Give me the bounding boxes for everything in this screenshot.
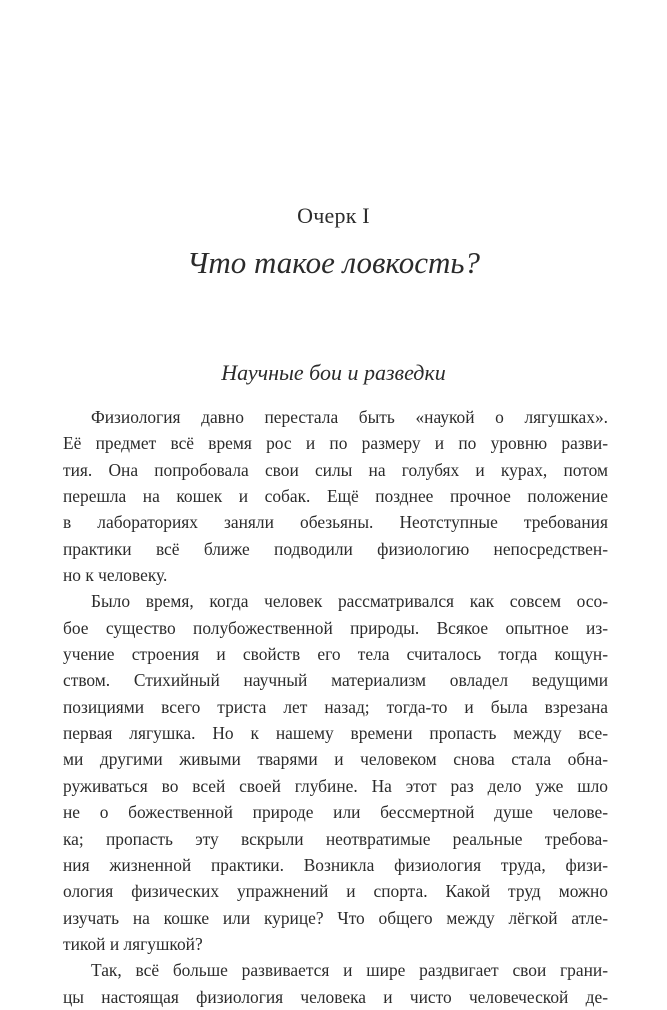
text-line: Её предмет всё время рос и по размеру и по уровню разви- bbox=[63, 433, 608, 454]
text-line: но к человеку. bbox=[63, 565, 168, 586]
chapter-title: Что такое ловкость? bbox=[186, 245, 481, 280]
text-line: ния жизненной практики. Возникла физиология труда, физи- bbox=[63, 854, 608, 875]
text-line: Было время, когда человек рассматривался как совсем осо- bbox=[91, 591, 608, 612]
text-line: ология физических упражнений и спорта. Какой труд можно bbox=[63, 881, 608, 902]
text-line: Физиология давно перестала быть «наукой о лягушках». bbox=[91, 407, 608, 427]
text-line: цы настоящая физиология человека и чисто человеческой де- bbox=[63, 986, 608, 1007]
body-text bbox=[63, 404, 608, 1010]
text-line: первая лягушка. Но к нашему времени пропасть между все- bbox=[63, 723, 608, 744]
text-line: тикой и лягушкой? bbox=[63, 933, 203, 954]
text-line: тия. Она попробовала свои силы на голубях и курах, потом bbox=[63, 459, 608, 480]
text-line: не о божественной природе или бессмертной душе челове- bbox=[63, 802, 608, 823]
section-title: Научные бои и разведки bbox=[221, 360, 446, 385]
text-line: перешла на кошек и собак. Ещё позднее прочное положение bbox=[63, 486, 608, 507]
text-line: руживаться во всей своей глубине. На этот раз дело уже шло bbox=[63, 775, 608, 796]
text-line: ством. Стихийный научный материализм овладел ведущими bbox=[63, 670, 608, 691]
text-line: изучать на кошке или курице? Что общего между лёгкой атле- bbox=[63, 907, 608, 928]
text-line: позициями всего триста лет назад; тогда-то и была взрезана bbox=[63, 696, 608, 717]
text-line: бое существо полубожественной природы. Всякое опытное из- bbox=[63, 617, 608, 638]
text-line: Так, всё больше развивается и шире раздвигает свои грани- bbox=[91, 960, 608, 981]
text-line: учение строения и свойств его тела считалось тогда кощун- bbox=[63, 644, 608, 665]
text-line: ми другими живыми тварями и человеком снова стала обна- bbox=[63, 749, 608, 770]
text-line: ка; пропасть эту вскрыли неотвратимые реальные требова- bbox=[63, 828, 608, 849]
chapter-label: Очерк I bbox=[297, 203, 370, 228]
text-line: в лабораториях заняли обезьяны. Неотступные требования bbox=[63, 512, 608, 533]
text-line: практики всё ближе подводили физиологию непосредствен- bbox=[63, 538, 608, 559]
